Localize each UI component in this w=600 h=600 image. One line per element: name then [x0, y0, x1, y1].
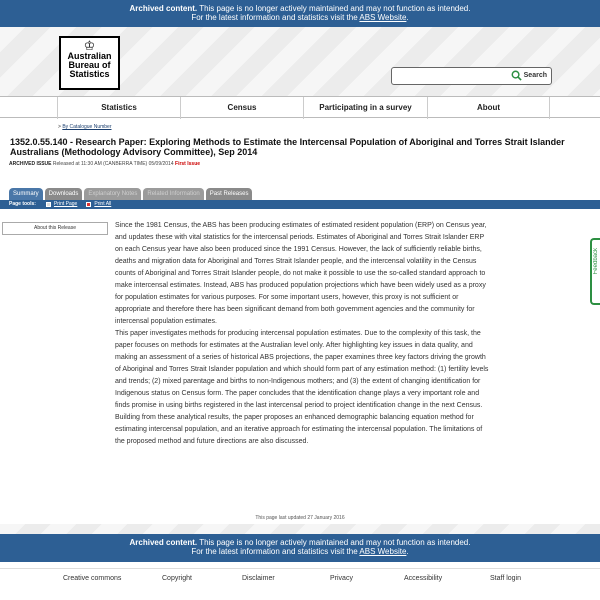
main-nav: [0, 96, 600, 118]
first-issue-link[interactable]: First Issue: [175, 161, 201, 167]
tab-downloads[interactable]: Downloads: [45, 188, 83, 200]
summary-paragraph: Building from these analytical results, the paper proposes an enhanced demographic balancing equation method for estimating intercensal population, and an iterative approach for estimating the intercensal population. The limitations of the proposed method and future directions are also discussed.: [115, 414, 483, 445]
sidebar-about-this-release[interactable]: About this Release: [2, 222, 108, 235]
footer-link-creative-commons[interactable]: Creative commons: [63, 575, 122, 582]
tab-past-releases[interactable]: Past Releases: [206, 188, 253, 200]
archived-banner-bottom: [0, 534, 600, 562]
nav-census[interactable]: Census: [180, 97, 303, 119]
masthead: [0, 27, 600, 96]
footer-links: [0, 568, 600, 590]
breadcrumb-link-catalogue[interactable]: By Catalogue Number: [62, 124, 112, 130]
footer-link-accessibility[interactable]: Accessibility: [404, 575, 443, 582]
tab-related-information: Related Information: [143, 188, 203, 200]
archived-banner-line1: Archived content. This page is no longer actively maintained and may not function as intended.: [129, 4, 471, 13]
coat-of-arms-icon: ♔: [83, 38, 96, 53]
nav-participating-in-a-survey[interactable]: Participating in a survey: [303, 97, 427, 119]
abs-logo[interactable]: ♔ Australian Bureau of Statistics: [59, 36, 120, 90]
print-page-icon: [46, 202, 51, 207]
archived-banner-line1: Archived content. This page is no longer actively maintained and may not function as intended.: [129, 538, 471, 547]
tab-summary[interactable]: Summary: [9, 188, 43, 200]
print-all-icon: [86, 202, 91, 207]
print-page-link[interactable]: Print Page: [53, 201, 78, 207]
footer-link-privacy[interactable]: Privacy: [330, 575, 353, 582]
nav-statistics[interactable]: Statistics: [57, 97, 180, 119]
summary-content: [115, 220, 493, 448]
search-input[interactable]: [391, 67, 552, 85]
footer-link-staff-login[interactable]: Staff login: [490, 575, 522, 582]
archived-banner-line2: For the latest information and statistics visit the ABS Website.: [191, 13, 409, 22]
footer-link-disclaimer[interactable]: Disclaimer: [242, 575, 275, 582]
abs-website-link[interactable]: ABS Website: [359, 547, 407, 556]
footer-pattern: [0, 524, 600, 534]
archived-banner-line2: For the latest information and statistics visit the ABS Website.: [191, 547, 409, 556]
search-button[interactable]: Search: [511, 70, 547, 81]
tab-explanatory-notes: Explanatory Notes: [84, 188, 141, 200]
last-updated: This page last updated 27 January 2016: [255, 515, 345, 521]
footer-link-copyright[interactable]: Copyright: [162, 575, 192, 582]
feedback-tab[interactable]: Feedback: [590, 238, 600, 305]
breadcrumb: > By Catalogue Number: [58, 124, 112, 130]
print-all-link[interactable]: Print All: [94, 201, 112, 207]
page-title: 1352.0.55.140 - Research Paper: Exploring Methods to Estimate the Intercensal Population of Aboriginal and Torres Strait Islander Australians (Methodology Advisory Committee), Sep 2014: [10, 137, 565, 157]
release-tabs: [9, 188, 252, 200]
search-icon: [511, 70, 522, 81]
nav-about[interactable]: About: [427, 97, 550, 119]
abs-website-link[interactable]: ABS Website: [359, 13, 407, 22]
summary-paragraph: Since the 1981 Census, the ABS has been producing estimates of estimated resident population (ERP) on Census year, and updates these with vital statistics for the intercensal periods. Estimates of Aboriginal and Torres Strait Islander ERP on each Census year have also been produced since the 1991 Census. However, the lack of sufficiently reliable births, deaths and migration data for Aboriginal and Torres Strait Islander people, and the intercensal volatility in the Census counts of Aboriginal and Torres Strait Islander people, do not make it possible to use the so-called standard approach to make intercensal estimates. Instead, ABS has produced population projections which have been widely used as a proxy for population estimates for various purposes. For some important users, however, this proxy is not sufficient or appropriate and therefore there has been significant demand from both government agencies and the community for intercensal population estimates.: [115, 222, 487, 325]
summary-paragraph: This paper investigates methods for producing intercensal population estimates. Due to the complexity of this task, the paper focuses on methods for estimates at the Australian level only. After highlighting key issues in data quality, and making an assessment of a series of historical ABS projections, the paper examines three key factors driving the growth of Aboriginal and Torres Strait Islander population and which should form part of any estimation method: (1) fertility levels and trends; (2) mixed parentage and births to non-Indigenous mothers; and (3) the extent of changing identification for Indigenous status on Census form. The paper concludes that the identification change plays a very important role and finds promise in using births registered in the last intercensal period to project identification change in the next Census.: [115, 330, 489, 409]
release-info: ARCHIVED ISSUE Released at 11:30 AM (CANBERRA TIME) 05/09/2014 First Issue: [9, 161, 201, 167]
page-tools-bar: Page tools: Print Page Print All: [0, 200, 600, 209]
archived-banner: [0, 0, 600, 27]
